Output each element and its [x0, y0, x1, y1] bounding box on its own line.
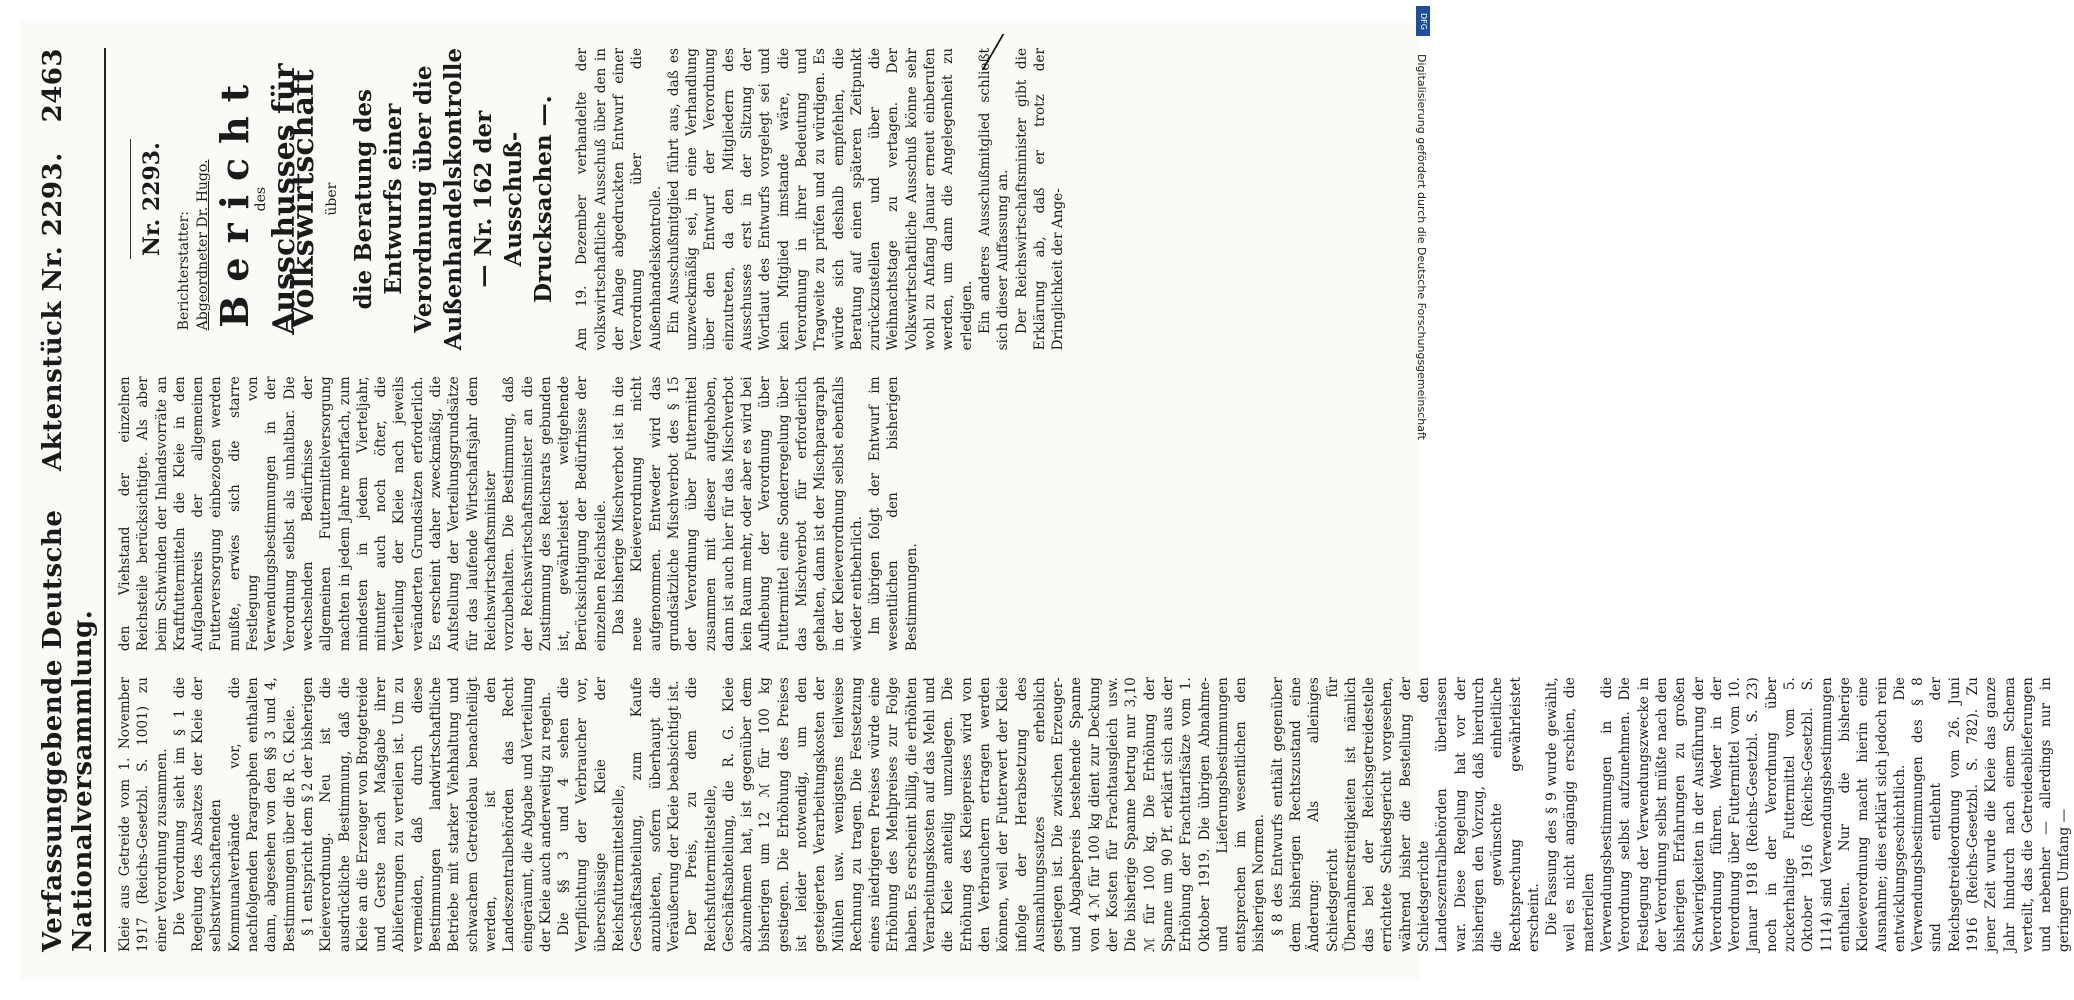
paragraph: Kleie aus Getreide vom 1. November 1917 (Reichs-Gesetzbl. S. 1001) zu einer Verordnung zusammen.: [117, 677, 170, 952]
paragraph: den Viehstand der einzelnen Reichsteile berücksichtigte. Als aber beim Schwinden der Inlandsvorräte an Kraftfuttermitteln die Kleie in den Aufgabenkreis der allgemeinen Futterversorgung einbezogen werden mußte, erwies sich die starre Festlegung von Verwendungsbestimmungen in der Verordnung selbst als unhaltbar. Die wechselnden Bedürfnisse der allgemeinen Futtermittelversorgung machten in jedem Jahre mehrfach, zum mindesten in jedem Vierteljahr, mitunter auch noch öfter, die Verteilung der Kleie nach jeweils veränderten Grundsätzen erforderlich. Es erscheint daher zweckmäßig, die Aufstellung der Verteilungsgrundsätze für das laufende Wirtschaftsjahr dem Reichswirtschaftsminister vorzubehalten. Die Bestimmung, daß der Reichswirtschaftsminister an die Zustimmung des Reichsrats gebunden ist, gewährleistet weitgehende Berücksichtigung der Bedürfnisse der einzelnen Reichsteile.: [117, 376, 609, 652]
paragraph: Ein anderes Ausschußmitglied schließt sich dieser Auffassung an.: [976, 48, 1012, 351]
paragraph: Der Preis, zu dem die Reichsfuttermittelstelle, Geschäftsabteilung, die R. G. Kleie abzunehmen hat, ist gegenüber dem bisherigen um 12 ℳ für 100 kg gestiegen. Die Erhöhung des Preises ist leider notwendig, um den gesteigerten Verarbeitungskosten der Mühlen usw. wenigstens teilweise Rechnung zu tragen. Die Festsetzung eines niedrigeren Preises würde eine Erhöhung des Mehlpreises zur Folge haben. Es erscheint billig, die erhöhten Verarbeitungskosten auf das Mehl und die Kleie anteilig umzulegen. Die Erhöhung des Kleiepreises wird von den Verbrauchern ertragen werden können, weil der Futterwert der Kleie infolge der Herabsetzung des Ausmahlungssatzes erheblich gestiegen ist. Die zwischen Erzeuger- und Abgabepreis bestehende Spanne von 4 ℳ für 100 kg dient zur Deckung der Kosten für Frachtausgleich usw. Die bisherige Spanne betrug nur 3,10 ℳ für 100 kg. Die Erhöhung der Spanne um 90 Pf. erklärt sich aus der Erhöhung der Frachttarifsätze vom 1. Oktober 1919. Die übrigen Abnahme- und Lieferungsbestimmungen entsprechen im wesentlichen den bisherigen Normen.: [684, 677, 1268, 952]
paragraph: Ein Ausschußmitglied führt aus, daß es unzweckmäßig sei, in eine Verhandlung über den Entwurf der Verordnung einzutreten, da den Mitgliedern des Ausschusses erst in der Sitzung der Wortlaut des Entwurfs vorgelegt sei und kein Mitglied imstande wäre, die Verordnung in ihrer Bedeutung und Tragweite zu prüfen und zu würdigen. Es würde sich deshalb empfehlen, die Beratung auf einen späteren Zeitpunkt zurückzustellen und über die Weihnachtstage zu vertagen. Der Volkswirtschaftliche Ausschuß könne sehr wohl zu Anfang Januar erneut einberufen werden, um dann die Angelegenheit zu erledigen.: [665, 48, 975, 351]
paragraph: Das bisherige Mischverbot ist in die neue Kleieverordnung nicht aufgenommen. Entweder wird das grundsätzliche Mischverbot des § 15 der Verordnung über Futtermittel zusammen mit dieser aufgehoben, dann ist auch hier für das Mischverbot kein Raum mehr, oder aber es wird bei Aufhebung der Verordnung über Futtermittel eine Sonderregelung über das Mischverbot für erforderlich gehalten, dann ist der Mischparagraph in der Kleieverordnung selbst ebenfalls wieder entbehrlich.: [611, 376, 865, 652]
report-subject: die Beratung des Entwurfs einer Verordnung über die Außenhandelskontrolle — Nr. 162 der Ausschuß-Drucksachen —.: [350, 48, 558, 351]
paragraph: Im übrigen folgt der Entwurf im wesentlichen den bisherigen Bestimmungen.: [867, 376, 920, 652]
reporter-label: Berichterstatter:: [176, 211, 193, 331]
column-3: [116, 48, 1436, 350]
paragraph: § 8 des Entwurfs enthält gegenüber dem bisherigen Rechtszustand eine Änderung: Als alleiniges Schiedsgericht für Übernahmestreitigkeiten ist nämlich das bei der Reichsgetreidestelle errichtete Schiedsgericht vorgesehen, während bisher die Bestellung der Schiedsgerichte den Landeszentralbehörden überlassen war. Diese Regelung hat vor der bisherigen den Vorzug, daß hierdurch die gewünschte einheitliche Rechtsprechung gewährleistet erscheint.: [1269, 677, 1542, 952]
column-2: [116, 376, 1436, 651]
paragraph: Am 19. Dezember verhandelte der volkswirtschaftliche Ausschuß über den in der Anlage abgedruckten Entwurf einer Verordnung über die Außenhandelskontrolle.: [574, 48, 664, 351]
paragraph: § 1 entspricht dem § 2 der bisherigen Kleieverordnung. Neu ist die ausdrückliche Bestimmung, daß die Kleie an die Erzeuger von Brotgetreide und Gerste nach Maßgabe ihrer Ablieferungen zu verteilen ist. Um zu vermeiden, daß durch diese Bestimmungen landwirtschaftliche Betriebe mit starker Viehhaltung und schwachem Getreidebau benachteiligt werden, ist den Landeszentralbehörden das Recht eingeräumt, die Abgabe und Verteilung der Kleie auch anderweitig zu regeln.: [299, 677, 554, 952]
header-title: Verfassunggebende Deutsche Nationalversammlung.: [38, 509, 98, 952]
margin-credit: [1410, 10, 1432, 990]
page-header: [38, 48, 106, 952]
header-reference: Aktenstück Nr. 2293.: [38, 152, 68, 472]
ueber-label: über: [324, 182, 341, 216]
paragraph: Die Verordnung sieht im § 1 die Regelung des Absatzes der Kleie der selbstwirtschaftenden Kommunalverbände vor, die nachfolgenden Paragraphen enthalten dann, abgesehen von den §§ 3 und 4, Bestimmungen über die R. G. Kleie.: [171, 677, 298, 952]
committee-name: Ausschusses für Volkswirtschaft: [267, 63, 321, 335]
paragraph: Die §§ 3 und 4 sehen die Verpflichtung der Verbraucher vor, überschüssige Kleie der Reichsfuttermittelstelle, Geschäftsabteilung, zum Kaufe anzubieten, sofern überhaupt die Veräußerung der Kleie beabsichtigt ist.: [556, 677, 682, 952]
divider: [130, 139, 131, 259]
paragraph: Der Reichswirtschaftsminister gibt die Erklärung ab, daß er trotz der Dringlichkeit der Ange-: [1013, 48, 1067, 351]
reporter-name: Abgeordneter Dr. Hugo.: [194, 159, 211, 331]
credit-text: Digitalisierung gefördert durch die Deutsche Forschungsgemeinschaft: [1415, 54, 1428, 440]
dfg-logo: DFG: [1416, 6, 1430, 36]
des-label: des: [253, 186, 270, 212]
reporter: [175, 48, 212, 330]
bericht-heading: Bericht: [211, 70, 257, 328]
column-1: [116, 677, 2073, 952]
paragraph: Die Fassung des § 9 wurde gewählt, weil es nicht angängig erschien, die materiellen Verwendungsbestimmungen in die Verordnung selbst aufzunehmen. Die Festlegung der Verwendungszwecke in der Verordnung selbst müßte nach den bisherigen Erfahrungen zu großen Schwierigkeiten in der Ausführung der Verordnung führen. Weder in der Verordnung über Futtermittel vom 10. Januar 1918 (Reichs-Gesetzbl. S. 23) noch in der Verordnung über zuckerhaltige Futtermittel vom 5. Oktober 1916 (Reichs-Gesetzbl. S. 1114) sind Verwendungsbestimmungen enthalten. Nur die bisherige Kleieverordnung macht hierin eine Ausnahme; dies erklärt sich jedoch rein entwicklungsgeschichtlich. Die Verwendungsbestimmungen des § 8 sind entlehnt der Reichsgetreideordnung vom 26. Juni 1916 (Reichs-Gesetzbl. S. 782). Zu jener Zeit wurde die Kleie das ganze Jahr hindurch nach einem Schema verteilt, das die Getreideablieferungen und nebenher — allerdings nur in geringem Umfang —: [1544, 677, 2073, 952]
page-number: 2463: [38, 48, 68, 123]
text-columns: [116, 48, 2073, 952]
report-number: Nr. 2293.: [139, 142, 165, 257]
